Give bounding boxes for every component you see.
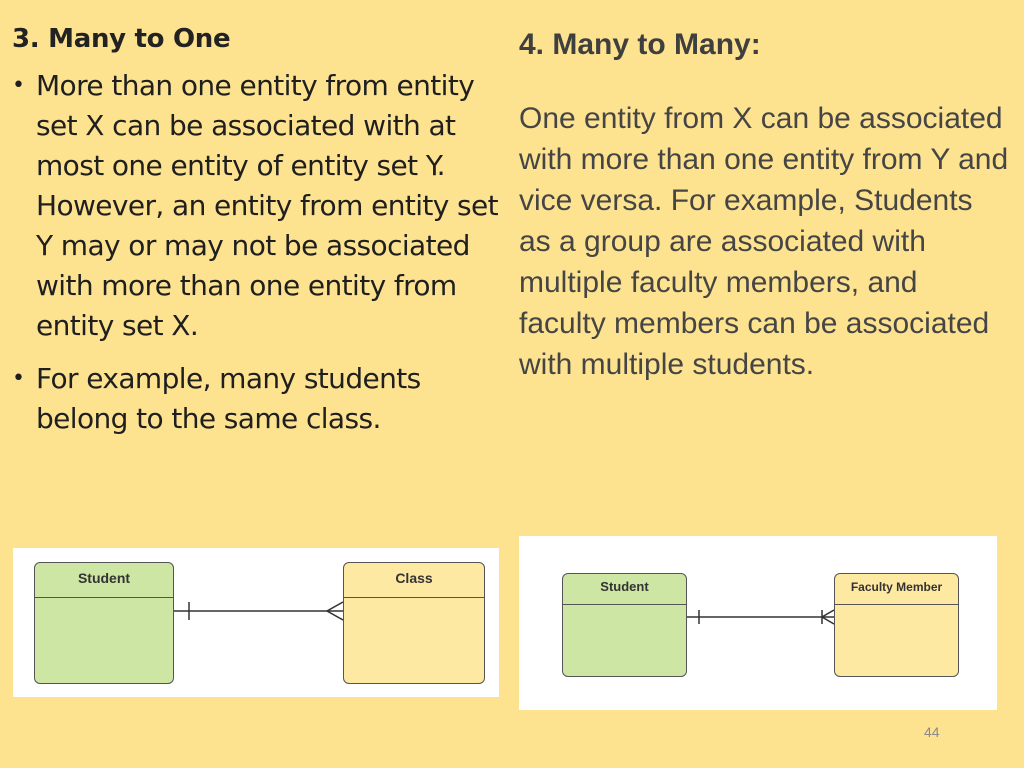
faculty-member-entity	[834, 573, 959, 677]
student-entity	[562, 573, 687, 677]
many-to-one-heading: 3. Many to One	[12, 24, 231, 54]
student-entity	[34, 562, 174, 684]
bullet-text: More than one entity from entity set X can be associated with at most one entity of entity set Y. However, an entity from entity set Y may or may not be associated with more than one entity from entity set X.	[36, 69, 499, 342]
many-to-one-bullets	[12, 66, 512, 439]
many-to-many-description: One entity from X can be associated with more than one entity from Y and vice versa. For example, Students as a group are associated with multiple faculty members, and faculty members can be associated with multiple students.	[519, 102, 1009, 381]
class-entity-title: Class	[344, 563, 484, 598]
class-entity	[343, 562, 485, 684]
faculty-member-entity-title: Faculty Member	[835, 574, 958, 605]
relationship-line	[687, 604, 834, 630]
left-column	[12, 24, 512, 452]
page-number: 44	[924, 724, 940, 740]
many-to-one-diagram	[13, 548, 499, 697]
bullet-item	[12, 66, 512, 346]
bullet-icon: •	[12, 73, 25, 98]
relationship-line	[174, 598, 343, 628]
student-entity-title: Student	[35, 563, 173, 598]
many-to-many-heading: 4. Many to Many:	[519, 28, 761, 61]
student-entity-title: Student	[563, 574, 686, 605]
right-column	[519, 28, 1009, 385]
bullet-text: For example, many students belong to the same class.	[36, 362, 421, 435]
many-to-many-diagram	[519, 536, 997, 710]
bullet-icon: •	[12, 366, 25, 391]
bullet-item	[12, 359, 512, 439]
